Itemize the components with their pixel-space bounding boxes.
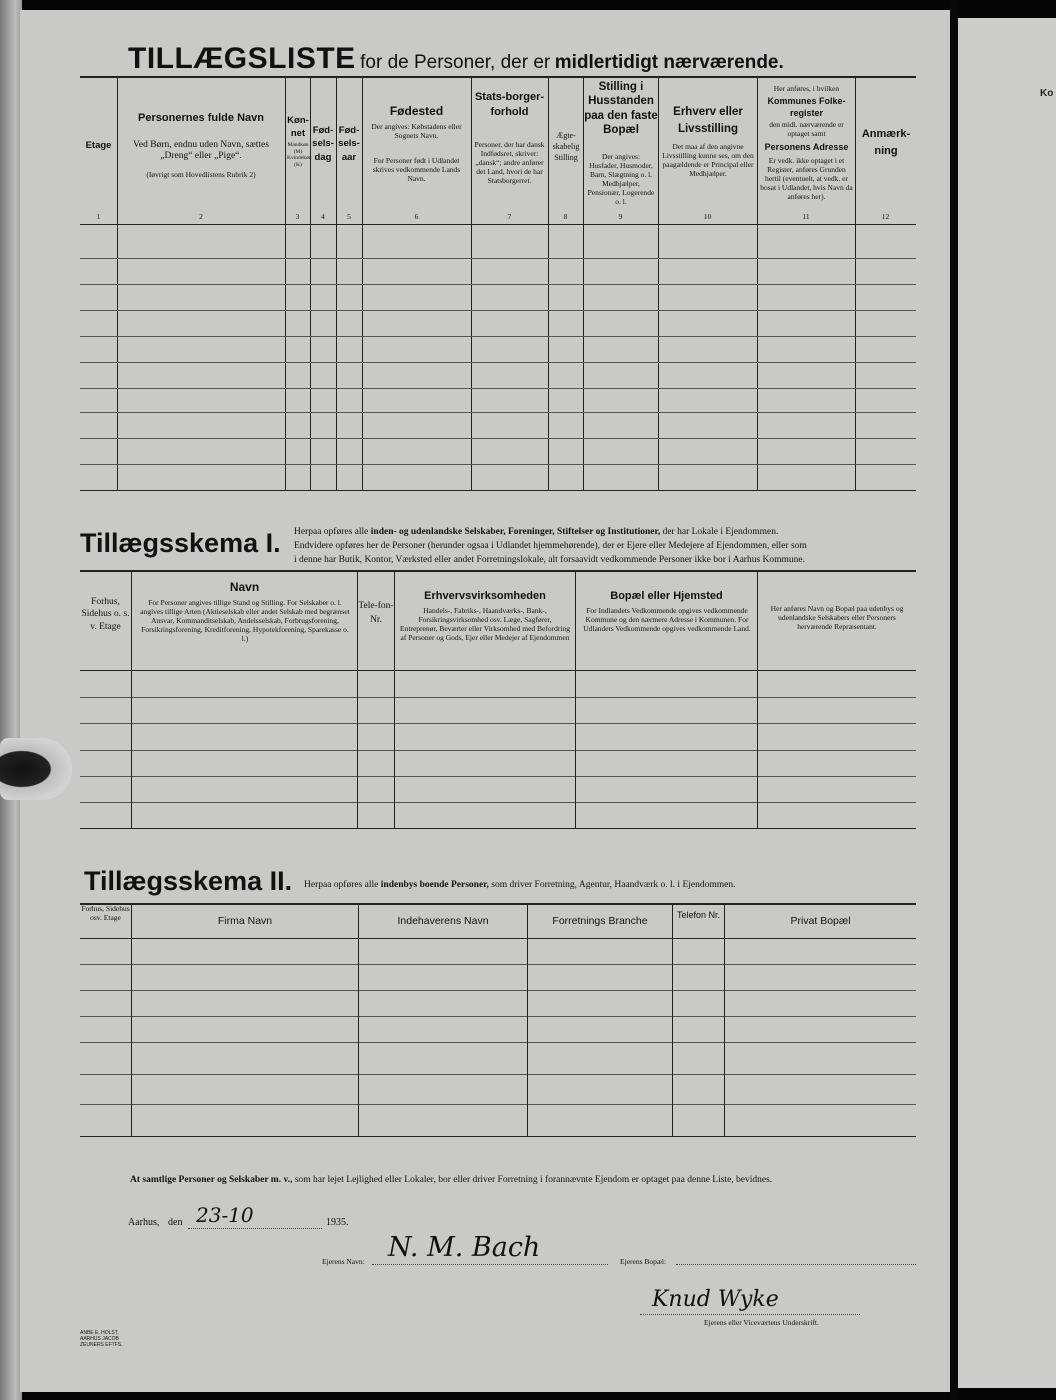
t1-colnum: 12 (881, 212, 890, 221)
title-bold: TILLÆGSLISTE (128, 42, 356, 75)
t1-row-line (80, 412, 916, 413)
schema2-intro (304, 880, 924, 890)
s1-header-etage: Forhus, Sidehus o. s. v. Etage (81, 597, 130, 632)
t1-register-pre: Her anføres, i hvilken (773, 84, 840, 93)
t1-header-fodselsaar: Fød-sels-aar (338, 125, 360, 163)
s1-header-navn: Navn (229, 580, 260, 594)
t1-header-anmaerkning: Anmærk-ning (861, 128, 911, 157)
t1-header-fodselsdag: Fød-sels-dag (312, 125, 334, 163)
schema2-header-border (80, 938, 916, 939)
schema2-intro-a: Herpaa opføres alle (304, 880, 379, 890)
s2-col-line (358, 904, 359, 1137)
schema2-title: Tillægsskema II. (84, 866, 293, 896)
table1-bottom-border (80, 490, 916, 491)
owner-name-line (372, 1264, 608, 1265)
t1-header-statsborger: Stats-borger-forhold (474, 91, 545, 118)
t1-row-line (80, 388, 916, 389)
s1-col-line (757, 571, 758, 829)
t1-row-line (80, 258, 916, 259)
s1-erhverv-desc: Handels-, Fabriks-, Haandværks-, Bank-, Forsikringsvirksomhed osv. Læge, Sagfører, Entreprenør, Beværter eller Virksomhed med Befordring af Personer og Gods, Ejer eller Medejer af Ejendommen (400, 606, 570, 642)
table1-header-border (80, 224, 916, 225)
date-line (188, 1228, 322, 1229)
t1-name-desc: Ved Børn, endnu uden Navn, sættes „Dreng“ eller „Pige“. (133, 140, 269, 162)
t1-header-register: Kommunes Folke-register (767, 96, 846, 118)
schema2-top-border (80, 903, 916, 905)
t1-header-name: Personernes fulde Navn (138, 112, 264, 124)
schema1-header-border (80, 670, 916, 671)
t1-colnum: 1 (96, 212, 101, 221)
s2-header-firma: Firma Navn (217, 915, 273, 927)
s2-header-etage: Forhus, Sidehus osv. Etage (81, 904, 130, 923)
s2-row-line (80, 1074, 916, 1075)
s2-header-telefon: Telefon Nr. (676, 910, 721, 920)
s1-repr-desc: Her anføres Navn og Bopæl paa udenbys og udenlandske Selskabers eller Personers herværende Repræsentant. (770, 604, 904, 631)
place: Aarhus, (128, 1217, 160, 1228)
t1-row-line (80, 464, 916, 465)
next-page-edge (958, 18, 1056, 1388)
schema1-title: Tillægsskema I. (80, 528, 281, 558)
s2-header-branche: Forretnings Branche (552, 915, 648, 927)
t1-kon-desc: Mandkøn (M) Kvindekøn (K) (287, 142, 312, 168)
t1-header-fodested: Fødested (389, 104, 444, 118)
t1-colnum: 2 (199, 212, 203, 221)
t1-register-title2: Personens Adresse (764, 142, 849, 152)
s2-col-line (724, 904, 725, 1137)
page-title (128, 42, 908, 76)
t1-colnum: 7 (507, 212, 512, 221)
schema1-bottom-border (80, 828, 916, 829)
t1-colnum: 3 (295, 212, 300, 221)
owner-name-signature: N. M. Bach (388, 1232, 541, 1263)
schema1-top-border (80, 570, 916, 572)
s1-row-line (80, 697, 916, 698)
t1-colnum: 11 (802, 212, 810, 221)
table1-top-border (80, 76, 916, 78)
owner-address-line (676, 1264, 916, 1265)
schema1-intro-1c: der har Lokale i Ejendommen. (662, 527, 779, 537)
t1-colnum: 6 (414, 212, 419, 221)
s2-row-line (80, 990, 916, 991)
s2-header-bopael: Privat Bopæl (790, 915, 851, 927)
t1-stilling-desc: Der angives: Husfader, Husmoder, Barn, Slægtning o. l. Medhjælper, Pensionær, Logerende o. l. (587, 152, 655, 206)
t1-erhverv-desc: Det maa af den angivne Livsstilling kunne ses, om den paagældende er Principal eller Medhjælper. (662, 142, 754, 178)
s2-row-line (80, 1104, 916, 1105)
s1-row-line (80, 723, 916, 724)
t1-name-note: (Iøvrigt som Hovedlistens Rubrik 2) (146, 170, 256, 179)
t1-row-line (80, 362, 916, 363)
t1-register-note: Er vedk. ikke optaget i et Register, anføres Grunden hertil (eventuelt, at vedk. er bosat i Udlandet, hvis Navn da anføres her). (760, 156, 853, 201)
s1-col-line (575, 571, 576, 829)
thumb-shadow (0, 738, 72, 800)
t1-colnum: 5 (347, 212, 351, 221)
t1-header-stilling: Stilling i Husstanden paa den faste Bopæl (584, 81, 658, 137)
declaration-rest: som har lejet Lejlighed eller Lokaler, bor eller driver Forretning i forannævnte Ejendom er optaget paa denne Liste, bevidnes. (294, 1175, 773, 1185)
t1-header-etage: Etage (85, 140, 112, 151)
year: 1935. (326, 1217, 349, 1228)
s2-col-line (527, 904, 528, 1137)
owner-address-label: Ejerens Bopæl: (620, 1257, 667, 1266)
s2-col-line (672, 904, 673, 1137)
t1-fodested-desc: Der angives: Købstadens eller Sognets Navn. (371, 122, 462, 140)
den-label: den (168, 1217, 183, 1228)
s1-header-bopael: Bopæl eller Hjemsted (610, 590, 723, 602)
t1-row-line (80, 438, 916, 439)
s1-header-telefon: Tele-fon-Nr. (358, 601, 394, 625)
schema2-intro-c: som driver Forretning, Agentur, Haandværk o. l. i Ejendommen. (491, 880, 736, 890)
schema1-intro-2: Endvidere opføres her de Personer (herunder ogsaa i Udlandet hjemmehørende), der er Ejere eller Medejere af Ejendommen, eller som (294, 540, 807, 551)
signature-label: Ejerens eller Viceværtens Underskrift. (704, 1318, 819, 1327)
s2-header-indehaver: Indehaverens Navn (397, 915, 489, 927)
printer-mark: ANBE E. HOLST, AARHUS JACOB ZEUNERS EFTFS. (80, 1330, 123, 1348)
schema1-intro-1b: inden- og udenlandske Selskaber, Foreninger, Stiftelser og Institutioner, (370, 527, 661, 537)
t1-row-line (80, 284, 916, 285)
schema2-intro-b: indenbys boende Personer, (380, 880, 489, 890)
title-rest: for de Personer, der er (360, 52, 551, 73)
next-page-fragment: Ko (1040, 88, 1054, 99)
t1-header-erhverv: Erhverv eller Livsstilling (673, 106, 743, 135)
t1-statsborger-desc: Personer, der har dansk Indfødsret, skriver: „dansk“; andre anfører det Land, hvori de har Statsborgerret. (474, 140, 545, 185)
t1-colnum: 9 (618, 212, 623, 221)
s2-col-line (131, 904, 132, 1137)
s1-header-erhverv: Erhvervsvirksomheden (424, 590, 546, 602)
s1-bopael-desc: For Indlandets Vedkommende opgives vedkommende Kommune og den nærmere Adresse i Kommunen. For Udlandets Vedkommende opgives vedkommende Land. (583, 606, 751, 633)
date-handwritten: 23-10 (196, 1203, 254, 1227)
owner-name-label: Ejerens Navn: (322, 1257, 365, 1266)
declaration-bold: At samtlige Personer og Selskaber m. v., (130, 1175, 293, 1185)
t1-colnum: 10 (703, 212, 712, 221)
s2-row-line (80, 964, 916, 965)
signature-line (640, 1314, 860, 1315)
title-bold2: midlertidigt nærværende. (554, 52, 784, 73)
schema1-intro-3: i denne har Butik, Kontor, Værksted eller andet Forretningslokale, alt forsaavidt vedkommende Personer ikke bor i Aarhus Kommune. (294, 554, 806, 565)
schema1-intro-1a: Herpaa opføres alle (294, 527, 369, 537)
s1-row-line (80, 750, 916, 751)
page-gutter (950, 0, 958, 1400)
s2-row-line (80, 1016, 916, 1017)
declaration (130, 1175, 920, 1185)
t1-row-line (80, 310, 916, 311)
t1-register-desc: den midl. nærværende er optaget samt (769, 120, 844, 138)
s1-col-line (394, 571, 395, 829)
s1-row-line (80, 776, 916, 777)
s2-row-line (80, 1042, 916, 1043)
t1-header-kon: Køn-net (287, 115, 309, 140)
s1-col-line (131, 571, 132, 829)
s1-navn-desc: For Personer angives tillige Stand og Stilling. For Selskaber o. l. angives tillige Arten (Aktieselskab eller andet Selskab med begrænset Ansvar, Kommanditselskab, Andelsselskab, Forbrugsforening, Forsikringsforening, Kreditforening, Hypotekforening, Sparekasse o. l.) (140, 598, 350, 643)
book-binding (0, 0, 22, 1400)
s1-row-line (80, 802, 916, 803)
signature-handwritten: Knud Wyke (652, 1287, 779, 1312)
t1-colnum: 8 (563, 212, 568, 221)
t1-fodested-note: For Personer født i Udlandet skrives vedkommende Lands Navn. (372, 156, 461, 183)
t1-colnum: 4 (321, 212, 325, 221)
t1-row-line (80, 336, 916, 337)
t1-header-aegteskabelig: Ægte-skabelig Stilling (552, 131, 580, 163)
schema2-bottom-border (80, 1136, 916, 1137)
schema1-intro (294, 526, 924, 567)
